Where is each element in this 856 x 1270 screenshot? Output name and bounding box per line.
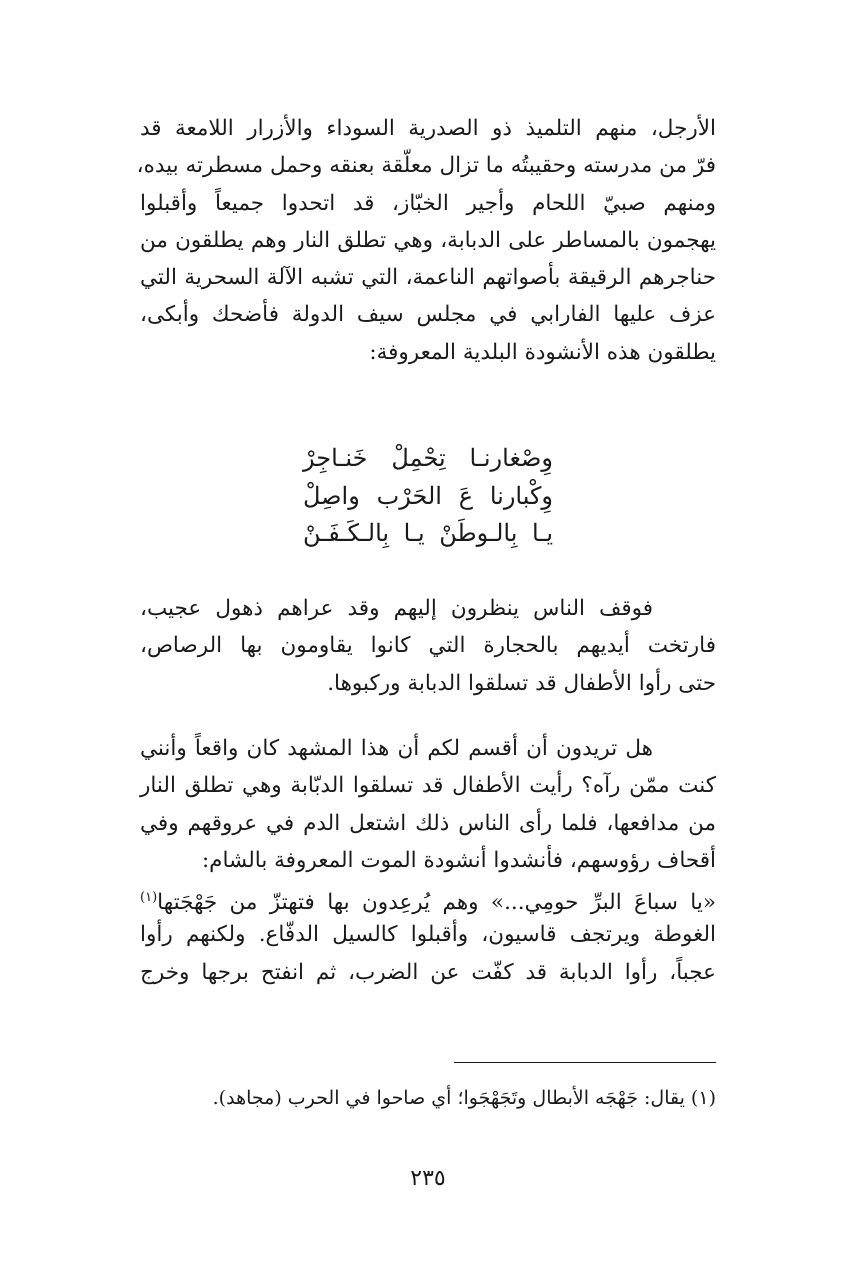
text-fragment: «يا سباعَ البرِّ حومِي...» وهم يُرعِدون بها فتهتزّ من جَهْجَتها bbox=[157, 890, 716, 916]
text-line: يطلقون هذه الأنشودة البلدية المعروفة: bbox=[369, 339, 716, 365]
text-line: الأرجل، منهم التلميذ ذو الصدرية السوداء والأزرار اللامعة قد bbox=[140, 116, 716, 141]
poem-verse bbox=[0, 440, 856, 553]
text-line: حتى رأوا الأطفال قد تسلقوا الدبابة وركبوها. bbox=[327, 670, 716, 696]
footnote: (١) يقال: جَهْجَه الأبطال وتَجَهْجَوا؛ أي صاحوا في الحرب (مجاهد). bbox=[212, 1087, 716, 1109]
text-line: ومنهم صبيّ اللحام وأجير الخبّاز، قد اتحدوا جميعاً وأقبلوا bbox=[140, 190, 716, 216]
text-line: من مدافعها، فلما رأى الناس ذلك اشتعل الدم في عروقهم وفي bbox=[140, 810, 716, 836]
text-line: فوقف الناس ينظرون إليهم وقد عراهم ذهول عجيب، bbox=[140, 596, 653, 621]
text-line-with-footnote bbox=[140, 879, 716, 916]
text-line: حناجرهم الرقيقة بأصواتهم الناعمة، التي تشبه الآلة السحرية التي bbox=[140, 265, 716, 291]
text-line: كنت ممّن رآه؟ رأيت الأطفال قد تسلقوا الدبّابة وهي تطلق النار bbox=[140, 773, 716, 799]
footnote-divider bbox=[454, 1062, 716, 1063]
poem-line: يـا بِالـوطَنْ يـا بِالـكَـفَـنْ bbox=[303, 519, 553, 547]
footnote-reference[interactable]: (١) bbox=[140, 890, 158, 906]
text-line: فارتخت أيديهم بالحجارة التي كانوا يقاومون بها الرصاص، bbox=[140, 633, 716, 659]
paragraph-3 bbox=[140, 730, 716, 991]
text-line: عزف عليها الفارابي في مجلس سيف الدولة فأضحك وأبكى، bbox=[140, 302, 716, 328]
text-line: فرّ من مدرسته وحقيبتُه ما تزال معلّقة بعنقه وحمل مسطرته بيده، bbox=[136, 153, 716, 179]
paragraph-1 bbox=[136, 110, 716, 371]
text-line: هل تريدون أن أقسم لكم أن هذا المشهد كان واقعاً وأنني bbox=[140, 736, 653, 761]
text-line: أقحاف رؤوسهم، فأنشدوا أنشودة الموت المعروفة بالشام: bbox=[201, 847, 716, 873]
poem-line: وِصْغارنـا تِحْمِلْ خَنـاجِرْ bbox=[303, 444, 553, 472]
text-line: الغوطة ويرتجف قاسيون، وأقبلوا كالسيل الدفّاع. ولكنهم رأوا bbox=[140, 922, 716, 948]
paragraph-2 bbox=[140, 590, 716, 702]
text-line: عجباً، رأوا الدبابة قد كفّت عن الضرب، ثم انفتح برجها وخرج bbox=[140, 959, 716, 985]
poem-line: وِكْبارنا عَ الحَرْب واصِلْ bbox=[303, 481, 553, 510]
text-line: يهجمون بالمساطر على الدبابة، وهي تطلق النار وهم يطلقون من bbox=[140, 227, 716, 253]
page-number: ٢٣٥ bbox=[410, 1166, 446, 1191]
